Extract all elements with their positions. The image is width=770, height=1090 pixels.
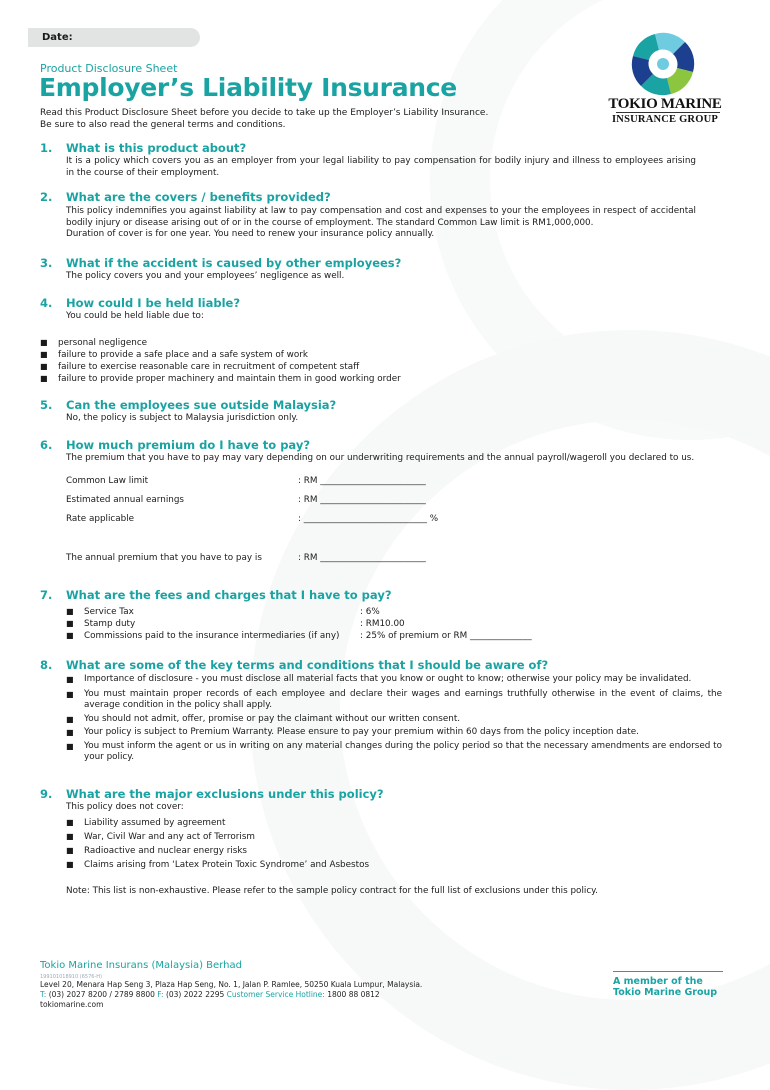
tel-label: T: (40, 990, 47, 999)
bullet-icon: ■ (66, 845, 74, 855)
list-item (66, 830, 696, 844)
bullet-icon: ■ (66, 607, 74, 616)
section-title: What are the covers / benefits provided? (66, 190, 331, 204)
list-item-text: You must maintain proper records of each employee and declare their wages and earnings truthfully otherwise in the event of claims, the average condition in the policy shall apply. (84, 688, 722, 710)
section-title: What are the fees and charges that I have to pay? (66, 588, 392, 602)
section-8 (40, 657, 722, 764)
list-item (40, 361, 696, 373)
list-item-text: Claims arising from ‘Latex Protein Toxic Syndrome’ and Asbestos (84, 859, 370, 870)
list-item (40, 349, 696, 361)
annual-earnings-field[interactable]: : RM ________________________ (298, 494, 426, 505)
section-heading (40, 786, 696, 802)
fax-value: (03) 2022 2295 (165, 990, 225, 999)
list-item-text: You should not admit, offer, promise or pay the claimant without our written consent. (84, 713, 461, 724)
list-item (66, 674, 722, 686)
bullet-icon: ■ (66, 631, 74, 640)
exclusion-list (66, 816, 696, 872)
bullet-icon: ■ (66, 741, 74, 751)
section-4 (40, 295, 696, 385)
list-item (66, 689, 722, 712)
list-item-text: Importance of disclosure - you must disclose all material facts that you know or ought to know; otherwise your policy may be invalidated. (84, 674, 692, 684)
bullet-icon: ■ (66, 689, 74, 699)
bullet-icon: ■ (66, 675, 74, 684)
bullet-icon: ■ (66, 714, 74, 724)
section-title: What are the major exclusions under this policy? (66, 787, 384, 801)
section-number: 5. (40, 398, 53, 412)
hotline-label: Customer Service Hotline: (226, 990, 325, 999)
form-row (66, 491, 526, 510)
contact-line (40, 990, 422, 1000)
section-6 (40, 437, 696, 568)
section-number: 1. (40, 141, 53, 155)
list-item-text: personal negligence (58, 337, 148, 348)
section-text: No, the policy is subject to Malaysia jurisdiction only. (66, 413, 299, 423)
list-item (66, 816, 696, 830)
list-item-text: War, Civil War and any act of Terrorism (84, 831, 255, 842)
list-item (66, 741, 722, 764)
list-item-text: Liability assumed by agreement (84, 817, 226, 828)
bullet-icon: ■ (40, 337, 48, 347)
footer-registration: 199101018910 (6576-H) (40, 974, 102, 980)
section-heading (40, 397, 696, 413)
section-heading (40, 437, 696, 453)
form-row (66, 549, 526, 568)
list-item-text: failure to exercise reasonable care in recruitment of competent staff (58, 361, 360, 372)
form-label: Estimated annual earnings (66, 494, 185, 505)
annual-premium-field[interactable]: : RM ________________________ (298, 552, 426, 563)
common-law-limit-field[interactable]: : RM ________________________ (298, 475, 426, 486)
section-text: The policy covers you and your employees’ negligence as well. (66, 271, 345, 281)
fee-value: : 6% (360, 607, 380, 617)
list-item (66, 858, 696, 872)
section-number: 7. (40, 588, 53, 602)
list-item-text: failure to provide a safe place and a safe system of work (58, 349, 308, 360)
bullet-icon: ■ (66, 728, 74, 737)
section-heading (40, 657, 722, 673)
list-item (40, 373, 696, 385)
list-item (66, 630, 666, 642)
list-item-text: failure to provide proper machinery and maintain them in good working order (58, 373, 401, 384)
section-title: How could I be held liable? (66, 296, 241, 310)
fee-label: Commissions paid to the insurance intermediaries (if any) (84, 631, 340, 641)
bullet-list (40, 337, 696, 385)
section-title: How much premium do I have to pay? (66, 438, 311, 452)
section-heading (40, 255, 696, 271)
member-badge (613, 976, 717, 998)
member-line: A member of the (613, 976, 703, 987)
section-text: This policy does not cover: (66, 802, 184, 812)
page-title: Employer’s Liability Insurance (39, 73, 457, 102)
bullet-icon: ■ (66, 859, 74, 869)
list-item (66, 606, 666, 618)
list-item-text: Radioactive and nuclear energy risks (84, 845, 248, 856)
section-title: What are some of the key terms and conditions that I should be aware of? (66, 658, 549, 672)
form-row (66, 510, 526, 529)
section-number: 2. (40, 190, 53, 204)
bullet-icon: ■ (66, 817, 74, 827)
footer-company: Tokio Marine Insurans (Malaysia) Berhad (40, 960, 242, 971)
terms-list (66, 674, 722, 764)
member-line: Tokio Marine Group (613, 987, 718, 998)
fee-value: : RM10.00 (360, 619, 405, 629)
hotline-value: 1800 88 0812 (327, 990, 380, 999)
list-item (66, 714, 722, 726)
section-text: Duration of cover is for one year. You need to renew your insurance policy annually. (66, 229, 435, 239)
fee-label: Service Tax (84, 607, 134, 617)
exclusion-note: Note: This list is non-exhaustive. Please refer to the sample policy contract for the full list of exclusions under this policy. (66, 885, 598, 896)
section-text: The premium that you have to pay may vary depending on our underwriting requirements and the annual payroll/wageroll you declared to us. (66, 453, 695, 463)
list-item-text: You must inform the agent or us in writing on any material changes during the policy period so that the necessary amendments are endorsed to your policy. (84, 740, 722, 762)
section-heading (40, 189, 696, 205)
section-2 (40, 189, 696, 241)
tel-value: (03) 2027 8200 / 2789 8800 (48, 990, 155, 999)
section-title: Can the employees sue outside Malaysia? (66, 398, 337, 412)
bullet-icon: ■ (66, 619, 74, 628)
doc-subtitle: Product Disclosure Sheet (40, 62, 178, 75)
address-line: Level 20, Menara Hap Seng 3, Plaza Hap Seng, No. 1, Jalan P. Ramlee, 50250 Kuala Lumpur, Malaysia. (40, 980, 423, 989)
section-heading (40, 140, 696, 156)
list-item (66, 618, 666, 630)
section-number: 9. (40, 787, 53, 801)
section-text: It is a policy which covers you as an employer from your legal liability to pay compensation for bodily injury and illness to employees arising in the course of their employment. (66, 156, 696, 178)
bullet-icon: ■ (40, 349, 48, 359)
section-number: 8. (40, 658, 53, 672)
fax-label: F: (157, 990, 164, 999)
fee-list (66, 606, 666, 642)
logo-wordmark: TOKIO MARINE (608, 96, 722, 112)
date-field[interactable]: Date: (28, 28, 200, 47)
section-1 (40, 140, 696, 179)
logo-group-text: INSURANCE GROUP (612, 114, 718, 125)
website-link[interactable]: tokiomarine.com (40, 1000, 104, 1009)
bullet-icon: ■ (66, 831, 74, 841)
section-title: What is this product about? (66, 141, 247, 155)
fee-label: Stamp duty (84, 619, 136, 629)
section-text: You could be held liable due to: (66, 311, 204, 321)
section-9 (40, 786, 696, 897)
form-label: Rate applicable (66, 513, 135, 524)
premium-form (66, 472, 526, 568)
footer-address (40, 980, 422, 1010)
rate-field[interactable]: : ____________________________ % (298, 513, 439, 524)
logo-divider (616, 112, 720, 113)
form-label: Common Law limit (66, 475, 149, 486)
intro-line: Be sure to also read the general terms and conditions. (40, 120, 286, 130)
intro-text (40, 107, 488, 131)
list-item-text: Your policy is subject to Premium Warranty. Please ensure to pay your premium within 60 days from the policy inception date. (84, 727, 639, 737)
form-label: The annual premium that you have to pay is (66, 552, 262, 563)
form-row (66, 472, 526, 491)
member-divider (613, 971, 723, 972)
section-heading (40, 295, 696, 311)
section-number: 6. (40, 438, 53, 452)
list-item (40, 337, 696, 349)
section-number: 4. (40, 296, 53, 310)
section-heading (40, 587, 666, 603)
section-3 (40, 255, 696, 283)
bullet-icon: ■ (40, 361, 48, 371)
list-item (66, 727, 722, 739)
section-number: 3. (40, 256, 53, 270)
list-item (66, 844, 696, 858)
section-7 (40, 587, 666, 642)
section-text: This policy indemnifies you against liability at law to pay compensation and cost and expenses to your the employees in respect of accidental bodily injury or disease arising out of or in the course of employment. The standard Common Law limit is RM1,000,000. (66, 206, 696, 228)
bullet-icon: ■ (40, 373, 48, 383)
intro-line: Read this Product Disclosure Sheet before you decide to take up the Employer’s Liability Insurance. (40, 108, 489, 118)
commission-field[interactable]: : 25% of premium or RM ______________ (360, 631, 532, 641)
section-5 (40, 397, 696, 425)
section-title: What if the accident is caused by other employees? (66, 256, 402, 270)
